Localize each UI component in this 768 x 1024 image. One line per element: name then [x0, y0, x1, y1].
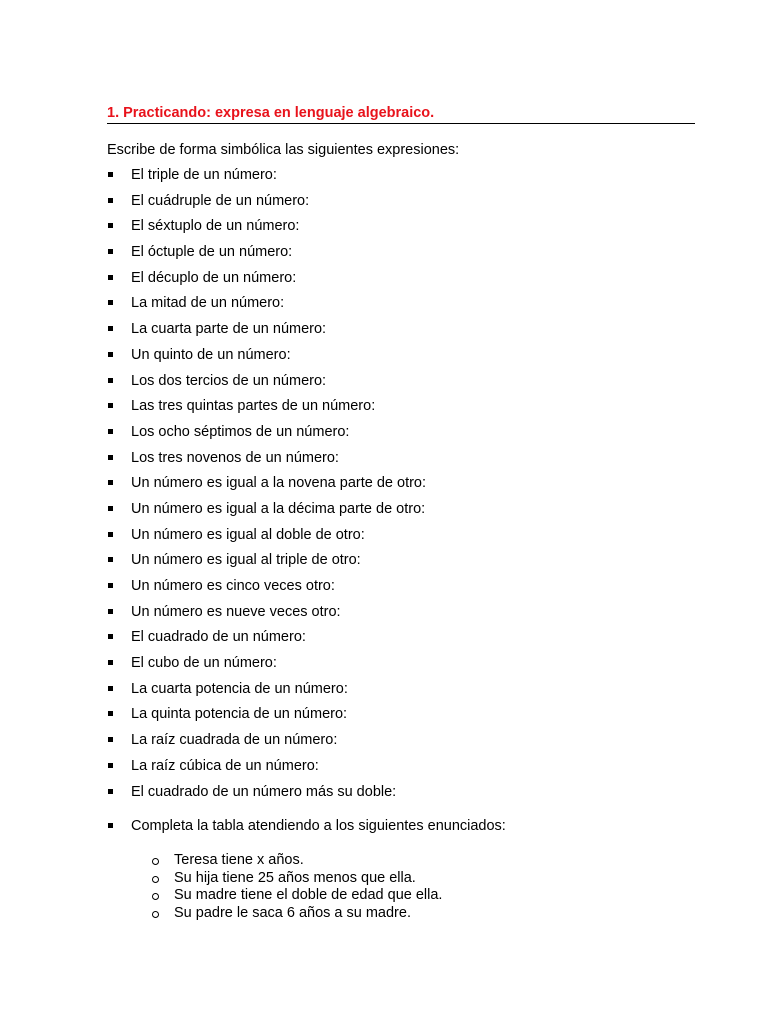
circle-bullet-icon [152, 858, 159, 865]
list-item-text: El cuadrado de un número más su doble: [131, 783, 397, 800]
square-bullet-icon [108, 789, 113, 794]
square-bullet-icon [108, 378, 113, 383]
list-item-text: Los ocho séptimos de un número: [131, 423, 350, 440]
heading-underline [107, 123, 695, 124]
list-item-text: Las tres quintas partes de un número: [131, 398, 376, 415]
list-item-text: Un número es igual a la décima parte de otro: [131, 500, 426, 517]
square-bullet-icon [108, 300, 113, 305]
square-bullet-icon [108, 172, 113, 177]
list-item-text: Un número es igual al triple de otro: [131, 552, 361, 569]
square-bullet-icon [108, 429, 113, 434]
list-item-text: El triple de un número: [131, 167, 277, 183]
square-bullet-icon [108, 737, 113, 742]
list-item-text: Los dos tercios de un número: [131, 372, 327, 389]
square-bullet-icon [108, 223, 113, 228]
list-item-text: La quinta potencia de un número: [131, 706, 348, 723]
table-instruction-text: Completa la tabla atendiendo a los siguientes enunciados: [131, 818, 506, 834]
square-bullet-icon [108, 686, 113, 691]
circle-bullet-icon [152, 876, 159, 883]
square-bullet-icon [108, 634, 113, 639]
list-item-text: La mitad de un número: [131, 295, 285, 312]
exercise-heading: 1. Practicando: expresa en lenguaje algebraico. [107, 105, 435, 121]
square-bullet-icon [108, 763, 113, 768]
list-item-text: El séxtuplo de un número: [131, 218, 300, 235]
statement-text: Su padre le saca 6 años a su madre. [174, 904, 411, 921]
square-bullet-icon [108, 455, 113, 460]
list-item-text: Un número es igual al doble de otro: [131, 526, 365, 543]
list-item-text: Los tres novenos de un número: [131, 449, 339, 466]
list-item-text: Un quinto de un número: [131, 346, 291, 363]
list-item-text: El cuadrado de un número: [131, 629, 306, 646]
list-item-text: La cuarta parte de un número: [131, 321, 327, 338]
square-bullet-icon [108, 583, 113, 588]
list-item-text: Un número es igual a la novena parte de otro: [131, 475, 427, 492]
square-bullet-icon [108, 352, 113, 357]
statement-text: Su madre tiene el doble de edad que ella. [174, 887, 443, 903]
square-bullet-icon [108, 711, 113, 716]
circle-bullet-icon [152, 893, 159, 900]
square-bullet-icon [108, 532, 113, 537]
list-item-text: La raíz cúbica de un número: [131, 757, 319, 774]
square-bullet-icon [108, 609, 113, 614]
square-bullet-icon [108, 557, 113, 562]
list-item-text: El cubo de un número: [131, 655, 277, 672]
square-bullet-icon [108, 403, 113, 408]
list-item-text: La cuarta potencia de un número: [131, 680, 348, 697]
square-bullet-icon [108, 660, 113, 665]
list-item-text: El cuádruple de un número: [131, 192, 310, 209]
list-item-text: El décuplo de un número: [131, 269, 297, 286]
square-bullet-icon [108, 480, 113, 485]
table-instruction-item [107, 817, 707, 837]
square-bullet-icon [108, 326, 113, 331]
list-item-text: Un número es nueve veces otro: [131, 603, 341, 620]
instructions-text: Escribe de forma simbólica las siguientes expresiones: [107, 142, 460, 158]
statement-text: Su hija tiene 25 años menos que ella. [174, 869, 416, 886]
circle-bullet-icon [152, 911, 159, 918]
statement-text: Teresa tiene x años. [174, 852, 304, 868]
list-item-text: Un número es cinco veces otro: [131, 578, 335, 594]
square-bullet-icon [108, 506, 113, 511]
square-bullet-icon [108, 198, 113, 203]
square-bullet-icon [108, 823, 113, 828]
list-item-text: La raíz cuadrada de un número: [131, 732, 338, 749]
square-bullet-icon [108, 275, 113, 280]
square-bullet-icon [108, 249, 113, 254]
list-item-text: El óctuple de un número: [131, 244, 293, 261]
